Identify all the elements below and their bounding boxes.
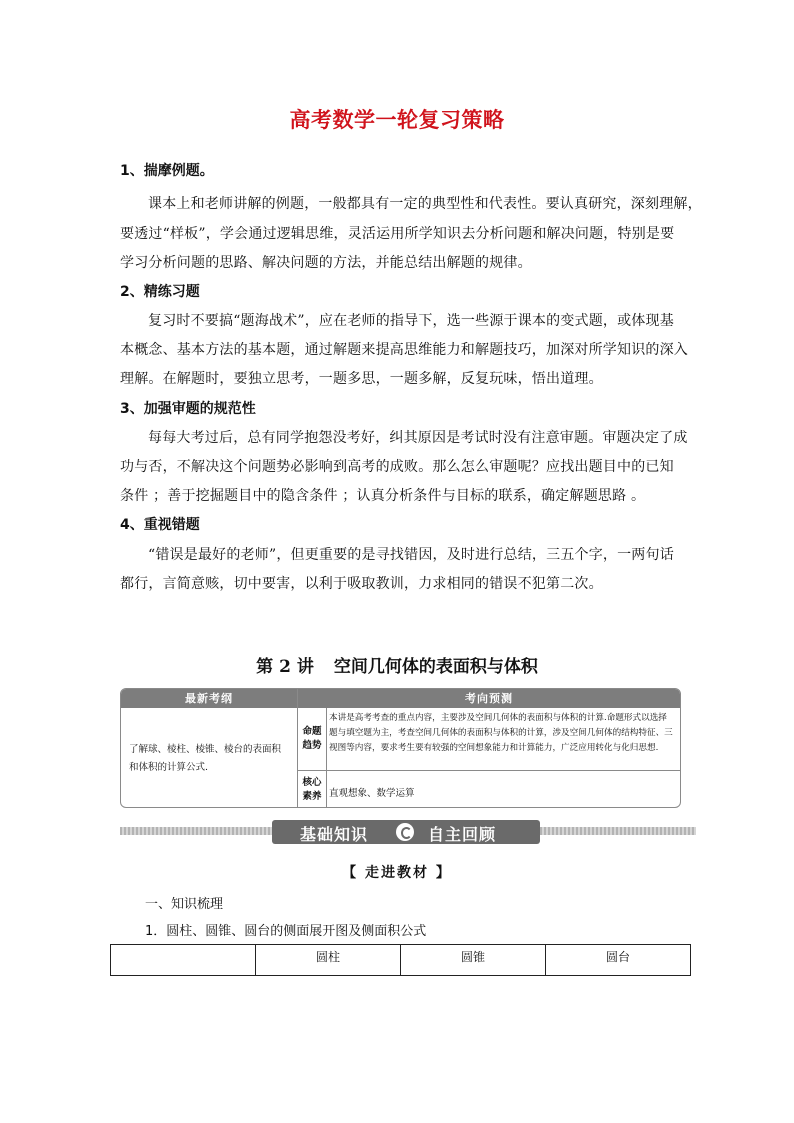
section-1-line-1: 课本上和老师讲解的例题，一般都具有一定的典型性和代表性。要认真研究，深刻理解， xyxy=(148,196,702,212)
trend-label xyxy=(298,725,326,753)
section-3-line-3: 条件 ；善于挖掘题目中的隐含条件 ；认真分析条件与目标的联系，确定解题思路 。 xyxy=(120,488,646,504)
outline-syllabus-text: 了解球、棱柱、棱锥、棱台的表面积和体积的计算公式. xyxy=(129,744,282,773)
section-2-line-2: 本概念、基本方法的基本题，通过解题来提高思维能力和解题技巧，加深对所学知识的深入 xyxy=(120,342,688,358)
section-heading-3: 3、加强审题的规范性 xyxy=(120,401,256,417)
outline-row-divider xyxy=(298,770,680,771)
trend-label-line-1: 命题 xyxy=(302,726,322,737)
formula-table xyxy=(110,944,691,976)
section-4-line-2: 都行，言简意赅，切中要害，以利于吸取教训，力求相同的错误不犯第二次。 xyxy=(120,576,603,592)
section-4-line-1: “错误是最好的老师”，但更重要的是寻找错因，及时进行总结，三五个字，一两句话 xyxy=(148,547,674,563)
table-header-cone: 圆锥 xyxy=(401,945,546,976)
section-heading-4: 4、重视错题 xyxy=(120,517,200,533)
outline-right-header: 考向预测 xyxy=(298,689,680,708)
literacy-label xyxy=(298,776,326,804)
table-header-frustum: 圆台 xyxy=(546,945,691,976)
section-1-line-2: 要透过“样板”，学会通过逻辑思维，灵活运用所学知识去分析问题和解决问题，特别是要 xyxy=(120,226,675,242)
section-2-line-3: 理解。在解题时，要独立思考，一题多思，一题多解，反复玩味，悟出道理。 xyxy=(120,371,603,387)
lecture-name: 空间几何体的表面积与体积 xyxy=(333,657,538,677)
trend-label-line-2: 趋势 xyxy=(302,740,322,751)
exam-outline-box xyxy=(120,688,681,808)
lecture-number: 第 2 讲 xyxy=(256,657,314,677)
section-2-line-1: 复习时不要搞“题海战术”，应在老师的指导下，选一些源于课本的变式题，或体现基 xyxy=(148,313,674,329)
literacy-label-line-2: 素养 xyxy=(302,791,322,802)
table-header-blank xyxy=(111,945,256,976)
knowledge-section: 一、知识梳理 xyxy=(145,897,224,912)
table-row xyxy=(111,945,691,976)
trend-text: 本讲是高考考查的重点内容，主要涉及空间几何体的表面积与体积的计算.命题形式以选择题与填空题为主，考查空间几何体的表面积与体积的计算，涉及空间几何体的结构特征、三视图等内容，要求考生要有较强的空间想象能力和计算能力，广泛应用转化与化归思想. xyxy=(329,713,673,753)
section-heading-1: 1、揣摩例题。 xyxy=(120,163,214,179)
section-banner xyxy=(120,820,696,844)
outline-label-divider xyxy=(326,708,327,807)
section-3-line-2: 功与否，不解决这个问题势必影响到高考的成败。那么怎么审题呢？应找出题目中的已知 xyxy=(120,459,674,475)
section-heading-2: 2、精练习题 xyxy=(120,284,200,300)
banner-right-text: 自主回顾 xyxy=(428,825,497,844)
literacy-label-line-1: 核心 xyxy=(302,777,322,788)
refresh-icon xyxy=(396,823,414,841)
outline-left-header: 最新考纲 xyxy=(121,689,297,708)
table-header-cylinder: 圆柱 xyxy=(256,945,401,976)
literacy-text: 直观想象、数学运算 xyxy=(329,788,415,799)
lecture-title xyxy=(0,652,794,677)
page-title: 高考数学一轮复习策略 xyxy=(289,108,505,132)
section-1-line-3: 学习分析问题的思路、解决问题的方法，并能总结出解题的规律。 xyxy=(120,255,532,271)
textbook-heading: 【 走进教材 】 xyxy=(342,865,452,881)
knowledge-item: 1．圆柱、圆锥、圆台的侧面展开图及侧面积公式 xyxy=(145,924,427,939)
banner-left-text: 基础知识 xyxy=(300,825,369,844)
section-3-line-1: 每每大考过后，总有同学抱怨没考好，纠其原因是考试时没有注意审题。审题决定了成 xyxy=(148,430,688,446)
